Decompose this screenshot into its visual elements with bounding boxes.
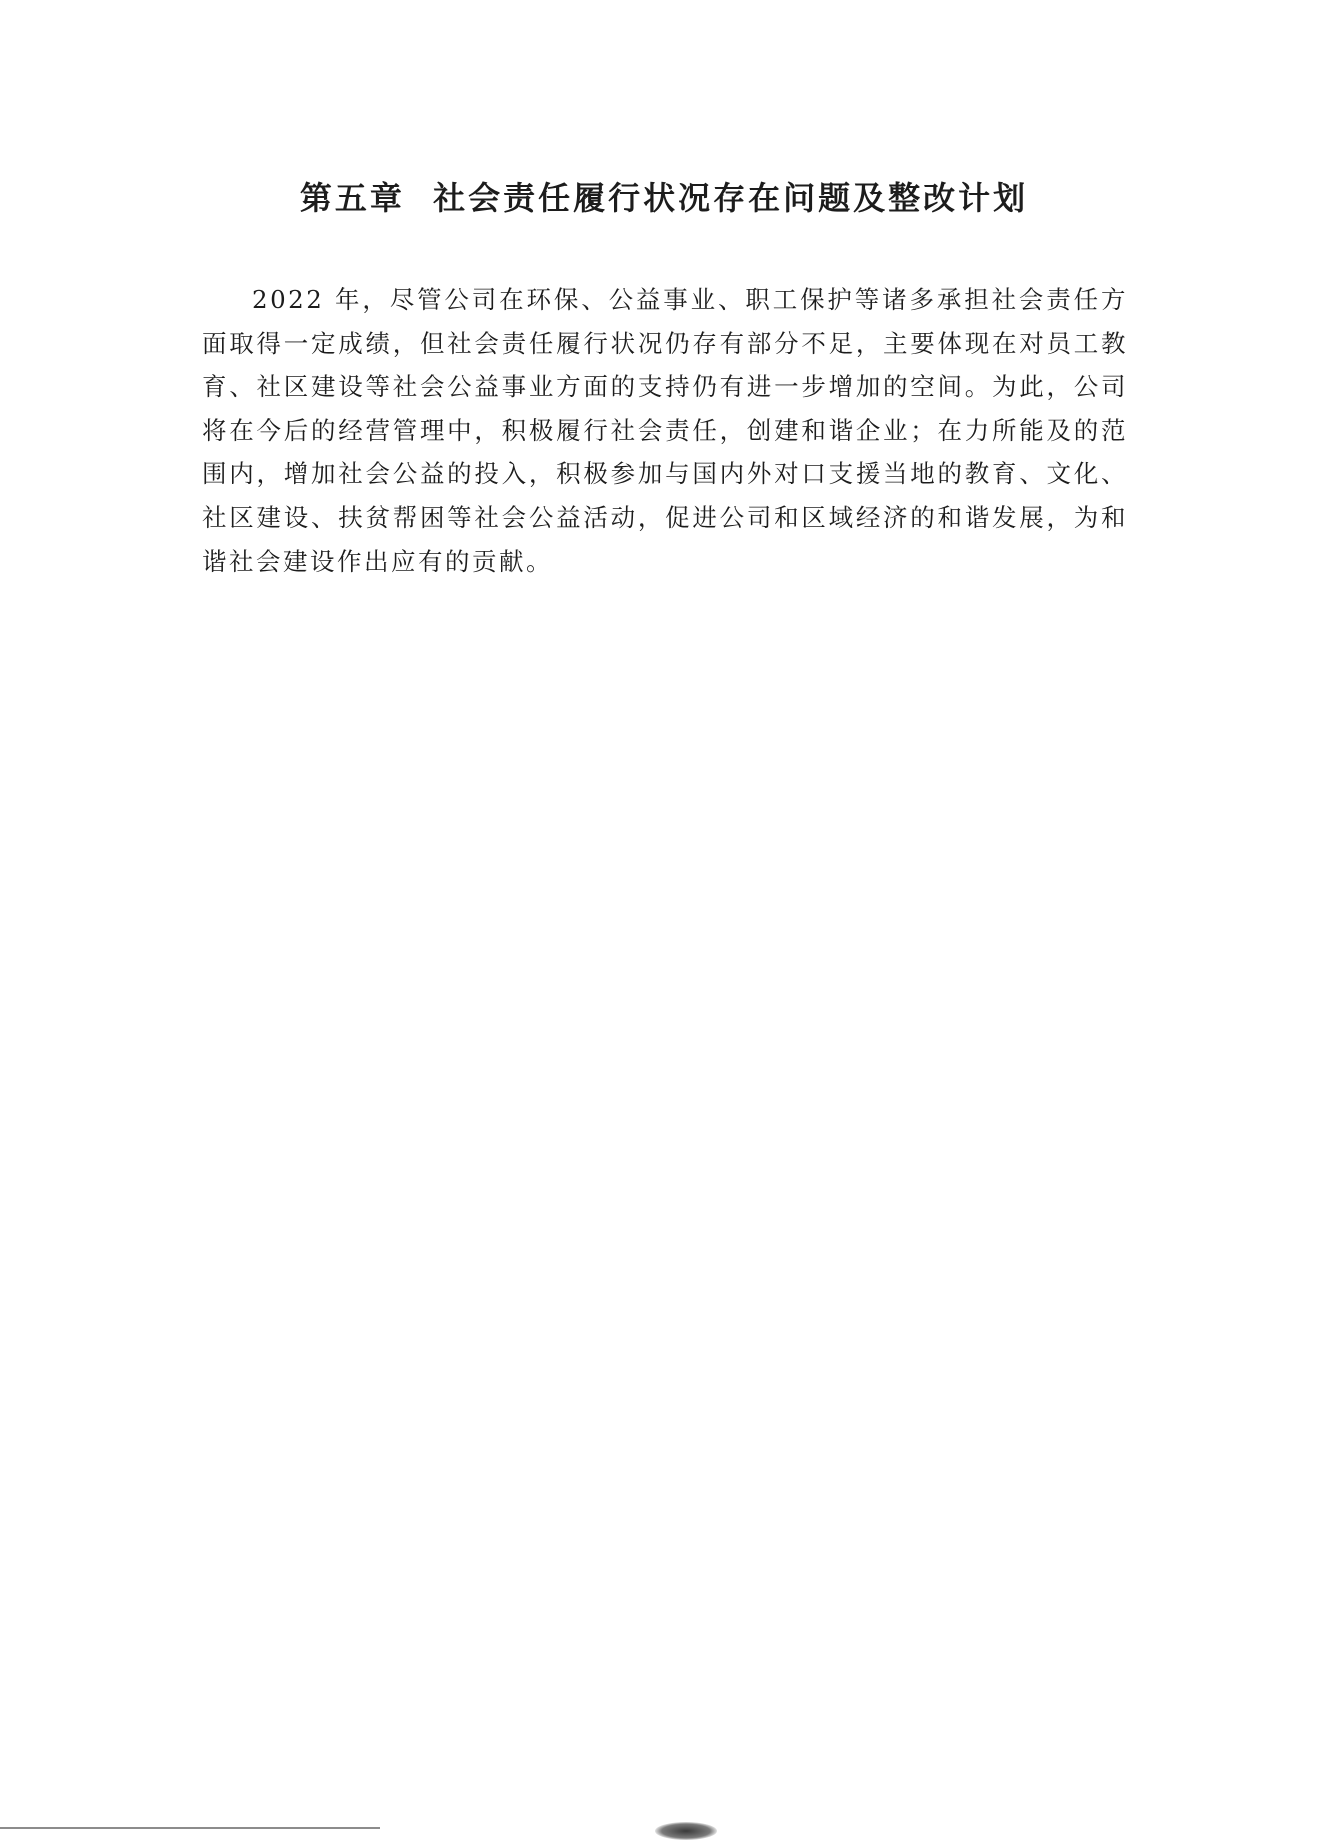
scan-edge-line (0, 1827, 380, 1829)
body-paragraph: 2022 年，尽管公司在环保、公益事业、职工保护等诸多承担社会责任方面取得一定成绩，但社会责任履行状况仍存有部分不足，主要体现在对员工教育、社区建设等社会公益事业方面的支持仍有进一步增加的空间。为此，公司将在今后的经营管理中，积极履行社会责任，创建和谐企业；在力所能及的范围内，增加社会公益的投入，积极参加与国内外对口支援当地的教育、文化、社区建设、扶贫帮困等社会公益活动，促进公司和区域经济的和谐发展，为和谐社会建设作出应有的贡献。 (202, 285, 1128, 576)
scan-smudge (655, 1822, 717, 1840)
chapter-title: 第五章 社会责任履行状况存在问题及整改计划 (299, 179, 1029, 217)
